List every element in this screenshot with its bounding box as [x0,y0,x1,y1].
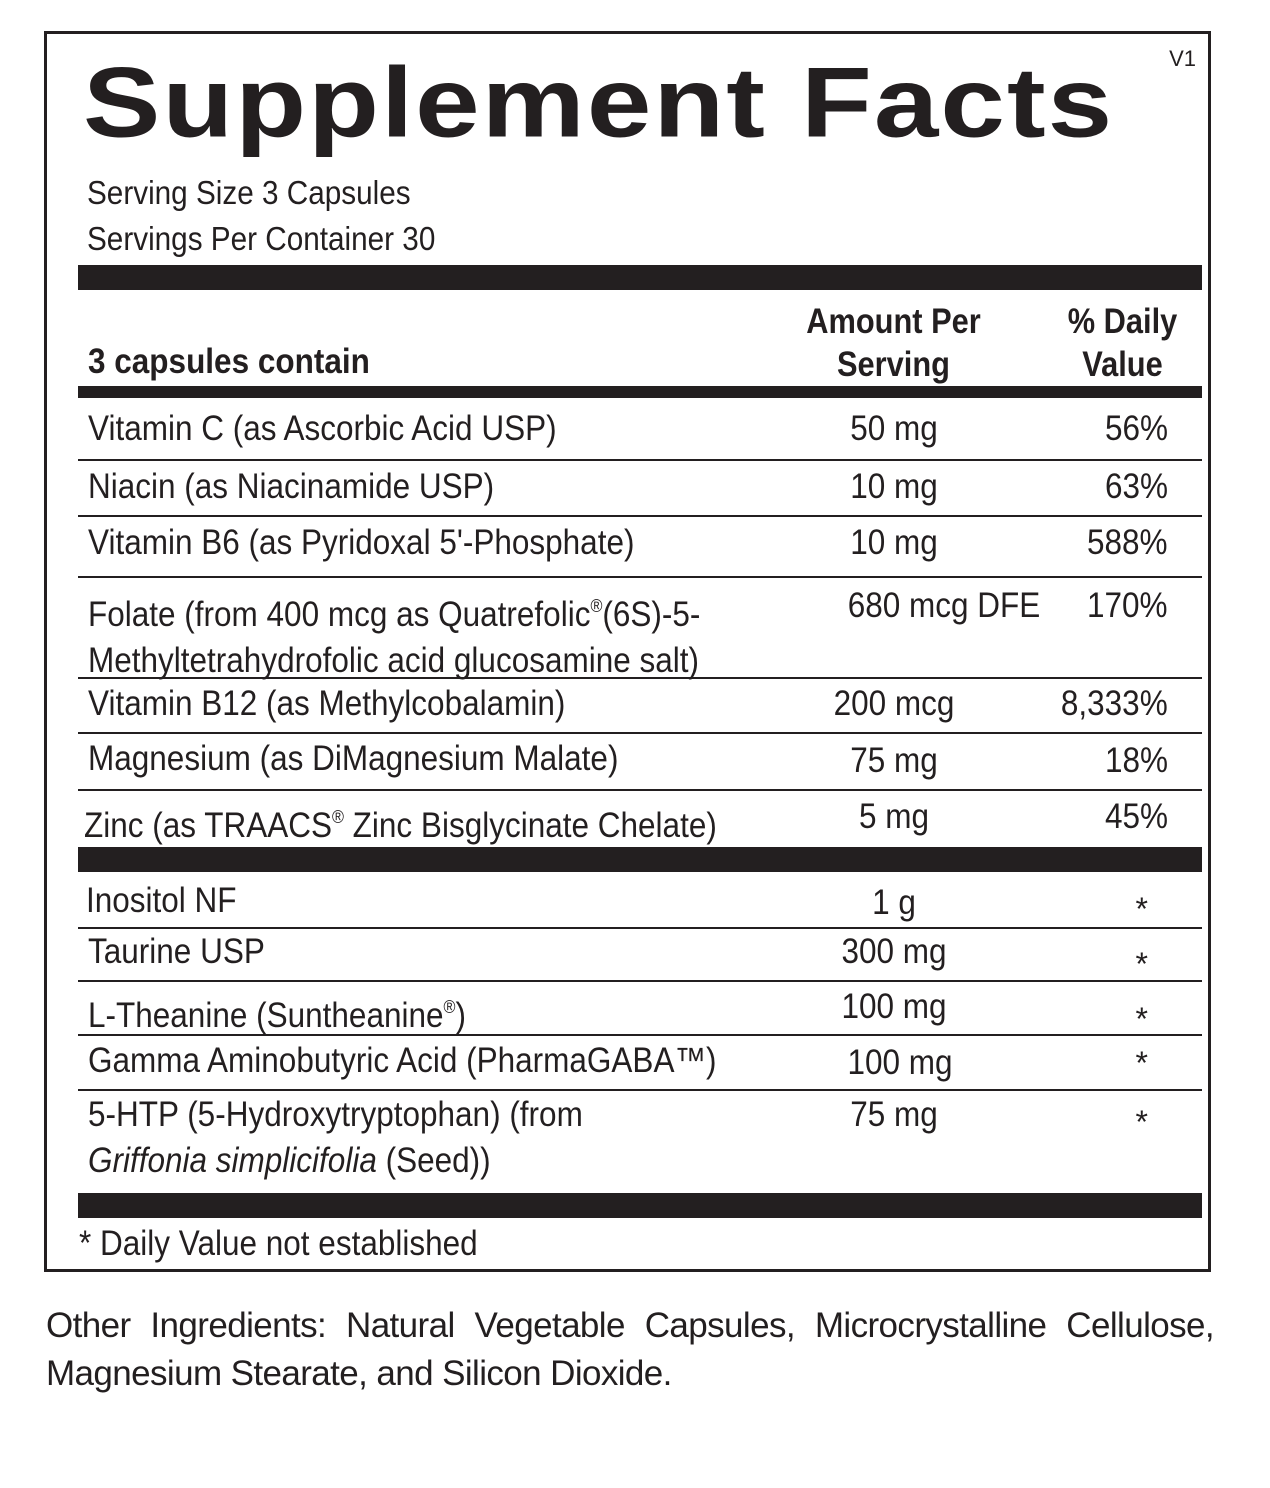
nutrient-daily-value: 18% [1104,741,1168,780]
thick-divider [78,847,1202,872]
not-established-mark: * [1135,946,1148,982]
nutrient-name: Folate (from 400 mcg as Quatrefolic®(6S)-5- Methyltetrahydrofolic acid glucosamine salt) [88,595,701,680]
nutrient-row [78,461,1202,517]
not-established-mark: * [1135,1045,1148,1081]
nutrient-daily-value: 56% [1104,409,1168,448]
nutrient-amount: 10 mg [850,467,938,506]
header-divider [78,386,1202,398]
nutrient-amount: 75 mg [850,741,938,780]
column-header-amount: Amount Per Serving [806,302,981,384]
not-established-mark: * [1135,1104,1148,1140]
ingredient-amount: 100 mg [847,1043,953,1082]
nutrient-row [78,517,1202,578]
nutrient-amount: 5 mg [858,797,930,836]
nutrient-row [78,734,1202,791]
column-header-ingredient: 3 capsules contain [88,342,370,381]
nutrient-row [78,578,1202,679]
ingredient-name: Taurine USP [88,932,265,971]
ingredient-name: Inositol NF [86,881,237,920]
nutrient-name: Zinc (as TRAACS® Zinc Bisglycinate Chelate) [84,806,717,845]
serving-size: Serving Size 3 Capsules [87,174,411,211]
ingredient-row [78,1091,1202,1193]
nutrient-daily-value: 45% [1104,797,1168,836]
column-header-daily-value: % Daily Value [1067,302,1178,384]
nutrient-daily-value: 8,333% [1061,684,1168,723]
registered-mark: ® [443,997,456,1017]
servings-per-container: Servings Per Container 30 [87,220,436,257]
nutrient-row [78,398,1202,461]
ingredient-amount: 75 mg [850,1095,938,1134]
other-ingredients: Other Ingredients: Natural Vegetable Capsules, Microcrystalline Cellulose, Magnesium Stearate, and Silicon Dioxide. [46,1306,1214,1393]
not-established-mark: * [1135,891,1148,927]
ingredient-row [78,1036,1202,1091]
thick-divider [78,265,1202,290]
nutrient-amount: 10 mg [850,523,938,562]
nutrient-daily-value: 63% [1104,467,1168,506]
ingredient-row [78,872,1202,929]
supplement-facts-panel [44,31,1211,1272]
ingredient-name: 5-HTP (5-Hydroxytryptophan) (from Griffonia simplicifolia (Seed)) [88,1095,583,1180]
panel-title: Supplement Facts [83,45,1115,158]
ingredient-amount: 100 mg [841,987,947,1026]
registered-mark: ® [590,596,603,616]
nutrient-row [78,791,1202,847]
ingredient-row [78,929,1202,982]
nutrient-name: Niacin (as Niacinamide USP) [88,467,495,506]
nutrient-row [78,679,1202,734]
daily-value-footnote: * Daily Value not established [79,1224,478,1263]
nutrient-name: Magnesium (as DiMagnesium Malate) [88,739,619,778]
nutrient-name: Vitamin C (as Ascorbic Acid USP) [88,409,557,448]
registered-mark: ® [331,807,344,827]
nutrient-amount: 50 mg [850,409,938,448]
nutrient-amount: 680 mcg DFE [847,586,1041,625]
version-code: V1 [1169,46,1196,71]
thick-divider [78,1193,1202,1218]
nutrient-daily-value: 170% [1087,586,1168,625]
nutrient-daily-value: 588% [1087,523,1168,562]
ingredient-name: Gamma Aminobutyric Acid (PharmaGABA™) [88,1041,717,1080]
nutrient-name: Vitamin B6 (as Pyridoxal 5'-Phosphate) [88,523,635,562]
nutrient-name: Vitamin B12 (as Methylcobalamin) [88,684,566,723]
ingredient-amount: 300 mg [841,932,947,971]
ingredient-name: L-Theanine (Suntheanine®) [88,996,466,1035]
not-established-mark: * [1135,1001,1148,1037]
nutrient-amount: 200 mcg [833,684,955,723]
ingredient-row [78,982,1202,1036]
ingredient-amount: 1 g [872,883,916,922]
